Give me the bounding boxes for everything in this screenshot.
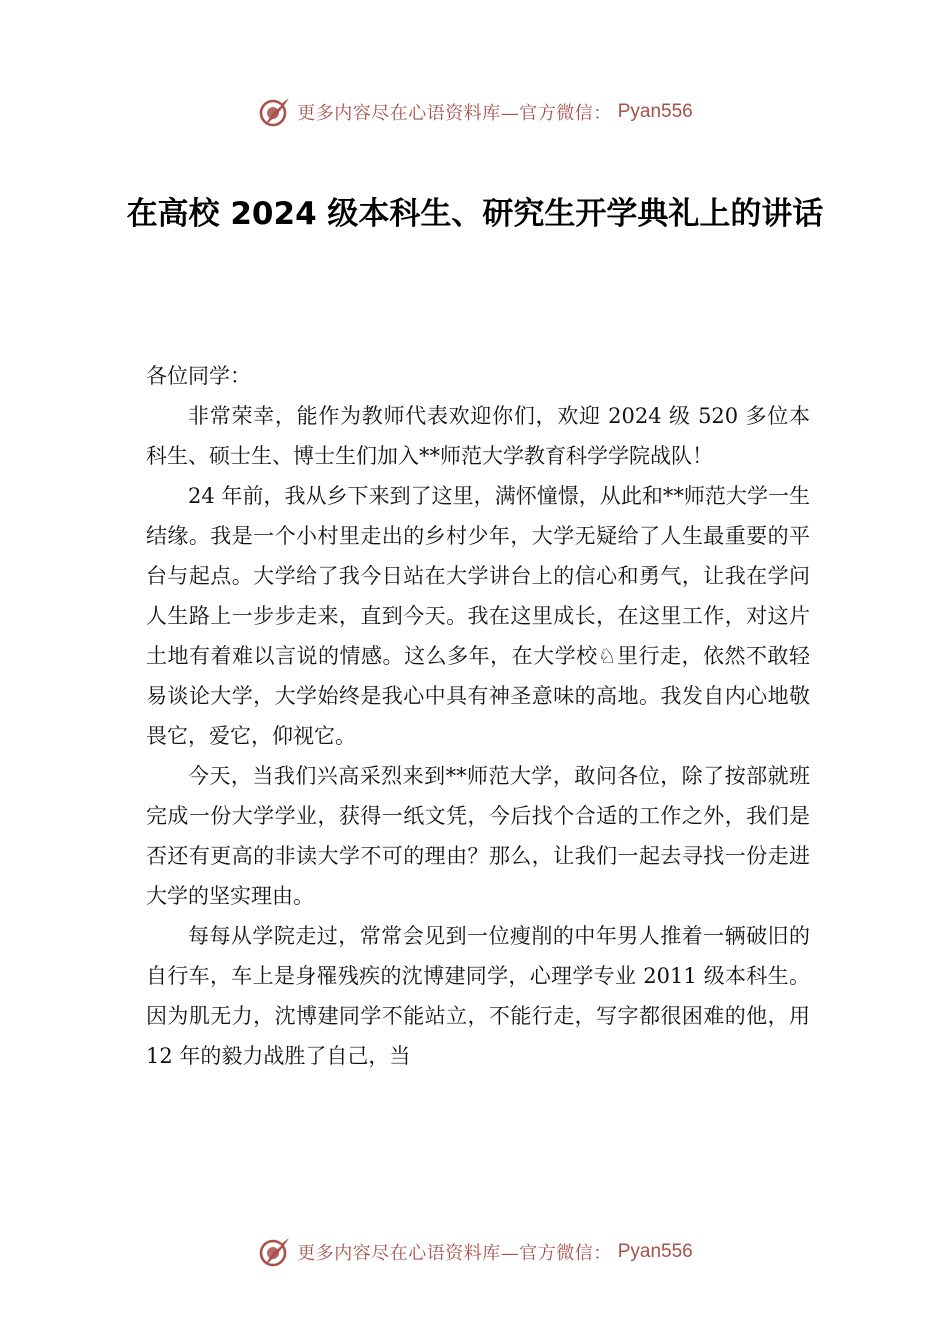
salutation: 各位同学：	[146, 364, 251, 388]
document-title: 在高校 2024 级本科生、研究生开学典礼上的讲话	[126, 196, 824, 232]
quill-seal-icon	[257, 95, 291, 129]
footer-banner	[0, 1232, 950, 1272]
wechat-id: Pyan556	[617, 1241, 693, 1262]
document-body	[146, 356, 810, 1076]
paragraph: 每每从学院走过，常常会见到一位瘦削的中年男人推着一辆破旧的自行车，车上是身罹残疾的沈博建同学，心理学专业 2011 级本科生。因为肌无力，沈博建同学不能站立，不能行走，写字都很困难的他，用 12 年的毅力战胜了自己，当	[146, 924, 810, 1068]
paragraph: 非常荣幸，能作为教师代表欢迎你们，欢迎 2024 级 520 多位本科生、硕士生、博士生们加入**师范大学教育科学学院战队！	[146, 404, 810, 468]
wechat-id: Pyan556	[617, 101, 693, 122]
paragraph: 24 年前，我从乡下来到了这里，满怀憧憬，从此和**师范大学一生结缘。我是一个小村里走出的乡村少年，大学无疑给了人生最重要的平台与起点。大学给了我今日站在大学讲台上的信心和勇气，让我在学问人生路上一步步走来，直到今天。我在这里成长，在这里工作，对这片土地有着难以言说的情感。这么多年，在大学校♘里行走，依然不敢轻易谈论大学，大学始终是我心中具有神圣意味的高地。我发自内心地敬畏它，爱它，仰视它。	[146, 484, 810, 748]
header-banner	[0, 92, 950, 132]
banner-text: 更多内容尽在心语资料库—官方微信：	[297, 1243, 612, 1264]
quill-seal-icon	[257, 1235, 291, 1269]
paragraph: 今天，当我们兴高采烈来到**师范大学，敢问各位，除了按部就班完成一份大学学业，获得一纸文凭，今后找个合适的工作之外，我们是否还有更高的非读大学不可的理由？那么，让我们一起去寻找一份走进大学的坚实理由。	[146, 764, 810, 908]
banner-text: 更多内容尽在心语资料库—官方微信：	[297, 103, 612, 124]
